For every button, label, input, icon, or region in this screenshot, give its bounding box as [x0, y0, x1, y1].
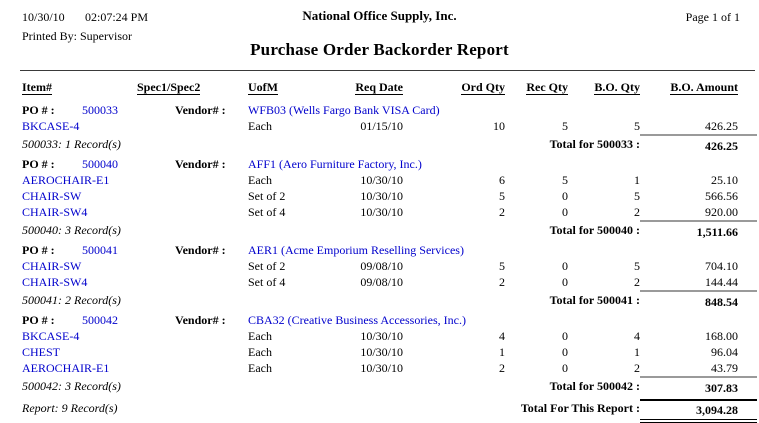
item-link[interactable]: AEROCHAIR-E1 [22, 361, 110, 375]
req-date-cell: 09/08/10 [360, 259, 403, 273]
uofm-cell: Set of 4 [248, 275, 286, 289]
rec-qty-cell: 0 [562, 189, 568, 203]
col-uofm: UofM [248, 80, 278, 94]
group-total-amount: 307.83 [640, 376, 757, 398]
printed-by: Printed By: Supervisor [22, 29, 132, 43]
bo-qty-cell: 1 [634, 173, 640, 187]
ord-qty-cell: 6 [499, 173, 505, 187]
vendor-label: Vendor# : [175, 157, 226, 171]
uofm-cell: Each [248, 173, 272, 187]
bo-amount-cell: 566.56 [705, 189, 738, 203]
col-ord-qty: Ord Qty [461, 80, 505, 94]
group-summary-row [0, 376, 759, 396]
po-label: PO # : [22, 157, 55, 171]
bo-amount-cell: 96.04 [711, 345, 738, 359]
spec-cell [137, 188, 248, 204]
po-label: PO # : [22, 103, 55, 117]
bo-qty-cell: 5 [634, 119, 640, 133]
item-row [0, 274, 759, 290]
po-number-link[interactable]: 500041 [82, 243, 118, 257]
ord-qty-cell: 2 [499, 275, 505, 289]
bo-amount-cell: 25.10 [711, 173, 738, 187]
vendor-link[interactable]: CBA32 (Creative Business Accessories, Inc.) [248, 313, 466, 327]
ord-qty-cell: 4 [499, 329, 505, 343]
req-date-cell: 10/30/10 [360, 189, 403, 203]
vendor-link[interactable]: AFF1 (Aero Furniture Factory, Inc.) [248, 157, 422, 171]
item-row [0, 204, 759, 220]
vendor-label: Vendor# : [175, 313, 226, 327]
bo-qty-cell: 2 [634, 275, 640, 289]
group-record-count: 500033: 1 Record(s) [22, 137, 121, 151]
page-indicator: Page 1 of 1 [685, 10, 740, 24]
group-total-label: Total for 500033 : [549, 137, 640, 151]
ord-qty-cell: 2 [499, 361, 505, 375]
item-link[interactable]: BKCASE-4 [22, 329, 80, 343]
uofm-cell: Set of 4 [248, 205, 286, 219]
uofm-cell: Each [248, 329, 272, 343]
col-item: Item# [22, 80, 52, 94]
item-row [0, 328, 759, 344]
report-record-count: Report: 9 Record(s) [22, 401, 118, 415]
po-label: PO # : [22, 243, 55, 257]
report-footer-row [0, 399, 759, 423]
item-row [0, 118, 759, 134]
item-link[interactable]: BKCASE-4 [22, 119, 80, 133]
item-row [0, 172, 759, 188]
print-date: 10/30/10 [22, 10, 65, 24]
req-date-cell: 10/30/10 [360, 173, 403, 187]
po-header-row [0, 312, 759, 328]
po-header-row [0, 156, 759, 172]
spec-cell [137, 204, 248, 220]
spec-cell [137, 360, 248, 376]
title-divider [20, 70, 755, 71]
po-header-row [0, 102, 759, 118]
report-total-label: Total For This Report : [520, 401, 640, 415]
col-bo-amount: B.O. Amount [670, 80, 738, 94]
item-link[interactable]: CHAIR-SW4 [22, 275, 88, 289]
col-rec-qty: Rec Qty [526, 80, 568, 94]
spec-cell [137, 258, 248, 274]
group-total-amount: 1,511.66 [640, 220, 757, 242]
rec-qty-cell: 0 [562, 275, 568, 289]
report-body [0, 77, 759, 423]
po-header-row [0, 242, 759, 258]
item-link[interactable]: CHAIR-SW [22, 189, 82, 203]
item-link[interactable]: CHEST [22, 345, 61, 359]
col-spec: Spec1/Spec2 [137, 80, 201, 94]
bo-amount-cell: 920.00 [705, 205, 738, 219]
req-date-cell: 10/30/10 [360, 329, 403, 343]
bo-qty-cell: 5 [634, 189, 640, 203]
spec-cell [137, 328, 248, 344]
group-total-amount: 848.54 [640, 290, 757, 312]
item-row [0, 258, 759, 274]
bo-qty-cell: 5 [634, 259, 640, 273]
rec-qty-cell: 0 [562, 361, 568, 375]
ord-qty-cell: 5 [499, 189, 505, 203]
print-time: 02:07:24 PM [85, 10, 149, 24]
group-total-label: Total for 500040 : [549, 223, 640, 237]
item-link[interactable]: CHAIR-SW [22, 259, 82, 273]
report-total-amount: 3,094.28 [640, 399, 757, 423]
group-summary-row [0, 220, 759, 240]
req-date-cell: 09/08/10 [360, 275, 403, 289]
rec-qty-cell: 5 [562, 119, 568, 133]
vendor-label: Vendor# : [175, 243, 226, 257]
spec-cell [137, 274, 248, 290]
po-label: PO # : [22, 313, 55, 327]
rec-qty-cell: 0 [562, 259, 568, 273]
company-name: National Office Supply, Inc. [302, 8, 457, 23]
ord-qty-cell: 1 [499, 345, 505, 359]
rec-qty-cell: 0 [562, 345, 568, 359]
uofm-cell: Each [248, 361, 272, 375]
bo-qty-cell: 2 [634, 361, 640, 375]
bo-amount-cell: 704.10 [705, 259, 738, 273]
group-total-label: Total for 500042 : [549, 379, 640, 393]
bo-amount-cell: 168.00 [705, 329, 738, 343]
bo-amount-cell: 144.44 [705, 275, 738, 289]
group-total-label: Total for 500041 : [549, 293, 640, 307]
uofm-cell: Each [248, 345, 272, 359]
bo-amount-cell: 426.25 [705, 119, 738, 133]
po-number-link[interactable]: 500033 [82, 103, 118, 117]
report-title: Purchase Order Backorder Report [250, 40, 509, 59]
group-total-amount: 426.25 [640, 134, 757, 156]
spec-cell [137, 172, 248, 188]
spec-cell [137, 344, 248, 360]
po-number-link[interactable]: 500042 [82, 313, 118, 327]
item-row [0, 360, 759, 376]
uofm-cell: Set of 2 [248, 259, 286, 273]
ord-qty-cell: 2 [499, 205, 505, 219]
group-summary-row [0, 290, 759, 310]
group-record-count: 500042: 3 Record(s) [22, 379, 121, 393]
vendor-link[interactable]: AER1 (Acme Emporium Reselling Services) [248, 243, 464, 257]
bo-qty-cell: 4 [634, 329, 640, 343]
item-row [0, 344, 759, 360]
rec-qty-cell: 0 [562, 329, 568, 343]
uofm-cell: Set of 2 [248, 189, 286, 203]
vendor-link[interactable]: WFB03 (Wells Fargo Bank VISA Card) [248, 103, 440, 117]
rec-qty-cell: 0 [562, 205, 568, 219]
col-bo-qty: B.O. Qty [594, 80, 640, 94]
req-date-cell: 10/30/10 [360, 361, 403, 375]
item-link[interactable]: CHAIR-SW4 [22, 205, 88, 219]
spec-cell [137, 118, 248, 134]
col-req-date: Req Date [355, 80, 403, 94]
item-link[interactable]: AEROCHAIR-E1 [22, 173, 110, 187]
req-date-cell: 01/15/10 [360, 119, 403, 133]
item-row [0, 188, 759, 204]
ord-qty-cell: 10 [493, 119, 505, 133]
po-number-link[interactable]: 500040 [82, 157, 118, 171]
rec-qty-cell: 5 [562, 173, 568, 187]
group-record-count: 500041: 2 Record(s) [22, 293, 121, 307]
bo-qty-cell: 2 [634, 205, 640, 219]
group-record-count: 500040: 3 Record(s) [22, 223, 121, 237]
bo-amount-cell: 43.79 [711, 361, 738, 375]
uofm-cell: Each [248, 119, 272, 133]
req-date-cell: 10/30/10 [360, 205, 403, 219]
column-header-row [0, 77, 759, 102]
req-date-cell: 10/30/10 [360, 345, 403, 359]
ord-qty-cell: 5 [499, 259, 505, 273]
vendor-label: Vendor# : [175, 103, 226, 117]
bo-qty-cell: 1 [634, 345, 640, 359]
group-summary-row [0, 134, 759, 154]
